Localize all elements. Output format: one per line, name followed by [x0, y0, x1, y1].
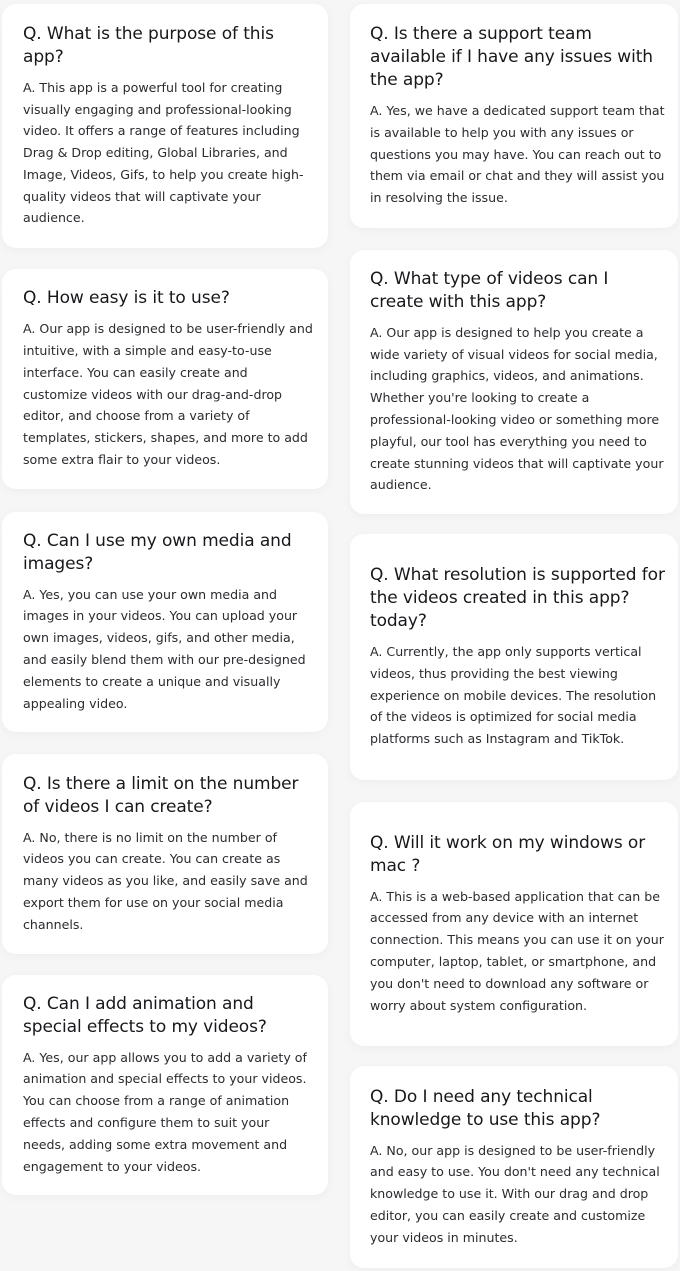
faq-question: Q. What type of videos can I create with this app? [370, 268, 609, 312]
faq-answer: A. Yes, you can use your own media and images in your videos. You can upload your own images, videos, gifs, and other media, and easily blend them with our pre-designed elements to create a unique and visually appealing video. [23, 586, 306, 711]
faq-question: Q. Will it work on my windows or mac ? [370, 832, 646, 876]
faq-card-resolution [350, 534, 678, 780]
faq-card-platform [350, 802, 678, 1046]
faq-question: Q. What is the purpose of this app? [23, 23, 274, 67]
faq-card-animation [2, 975, 328, 1195]
faq-card-video-limit [2, 754, 328, 954]
faq-card-technical-knowledge [350, 1066, 678, 1268]
faq-card-video-types [350, 250, 678, 514]
faq-question: Q. Can I use my own media and images? [23, 530, 292, 574]
faq-answer: A. Currently, the app only supports vertical videos, thus providing the best viewing experience on mobile devices. The resolution of the videos is optimized for social media platforms such as Instagram and TikTok. [370, 644, 657, 747]
faq-answer: A. Yes, our app allows you to add a variety of animation and special effects to your videos. You can choose from a range of animation effects and configure them to suit your needs, adding some extra movement and engagement to your videos. [23, 1049, 307, 1174]
faq-card-support-team [350, 4, 678, 228]
faq-question: Q. Is there a support team available if I have any issues with the app? [370, 24, 653, 90]
faq-answer: A. Yes, we have a dedicated support team that is available to help you with any issues or questions you may have. You can reach out to them via email or chat and they will assist you in resolving the issue. [370, 103, 665, 206]
faq-answer: A. This app is a powerful tool for creating visually engaging and professional-looking video. It offers a range of features including Drag & Drop editing, Global Libraries, and Image, Videos, Gifs, to help you create high-quality videos that will captivate your audience. [23, 79, 304, 226]
faq-card-own-media [2, 512, 328, 732]
faq-card-ease-of-use [2, 269, 328, 489]
faq-answer: A. No, our app is designed to be user-friendly and easy to use. You don't need any technical knowledge to use it. With our drag and drop editor, you can easily create and customize your videos in minutes. [370, 1142, 660, 1245]
faq-question: Q. What resolution is supported for the videos created in this app? today? [370, 565, 665, 631]
faq-answer: A. No, there is no limit on the number of videos you can create. You can create as many videos as you like, and easily save and export them for use on your social media channels. [23, 829, 308, 932]
faq-question: Q. Is there a limit on the number of videos I can create? [23, 773, 299, 817]
faq-question: Q. How easy is it to use? [23, 288, 230, 309]
faq-answer: A. This is a web-based application that can be accessed from any device with an internet connection. This means you can use it on your computer, laptop, tablet, or smartphone, and you don't need to download any software or worry about system configuration. [370, 888, 664, 1013]
faq-card-purpose [2, 4, 328, 248]
faq-answer: A. Our app is designed to help you create a wide variety of visual videos for social media, including graphics, videos, and animations. Whether you're looking to create a professional-looking video or something more playful, our tool has everything you need to create stunning videos that will captivate your audience. [370, 324, 664, 493]
faq-question: Q. Can I add animation and special effects to my videos? [23, 993, 267, 1037]
faq-answer: A. Our app is designed to be user-friendly and intuitive, with a simple and easy-to-use interface. You can easily create and customize videos with our drag-and-drop editor, and choose from a variety of templates, stickers, shapes, and more to add some extra flair to your videos. [23, 321, 313, 467]
faq-question: Q. Do I need any technical knowledge to use this app? [370, 1086, 601, 1130]
